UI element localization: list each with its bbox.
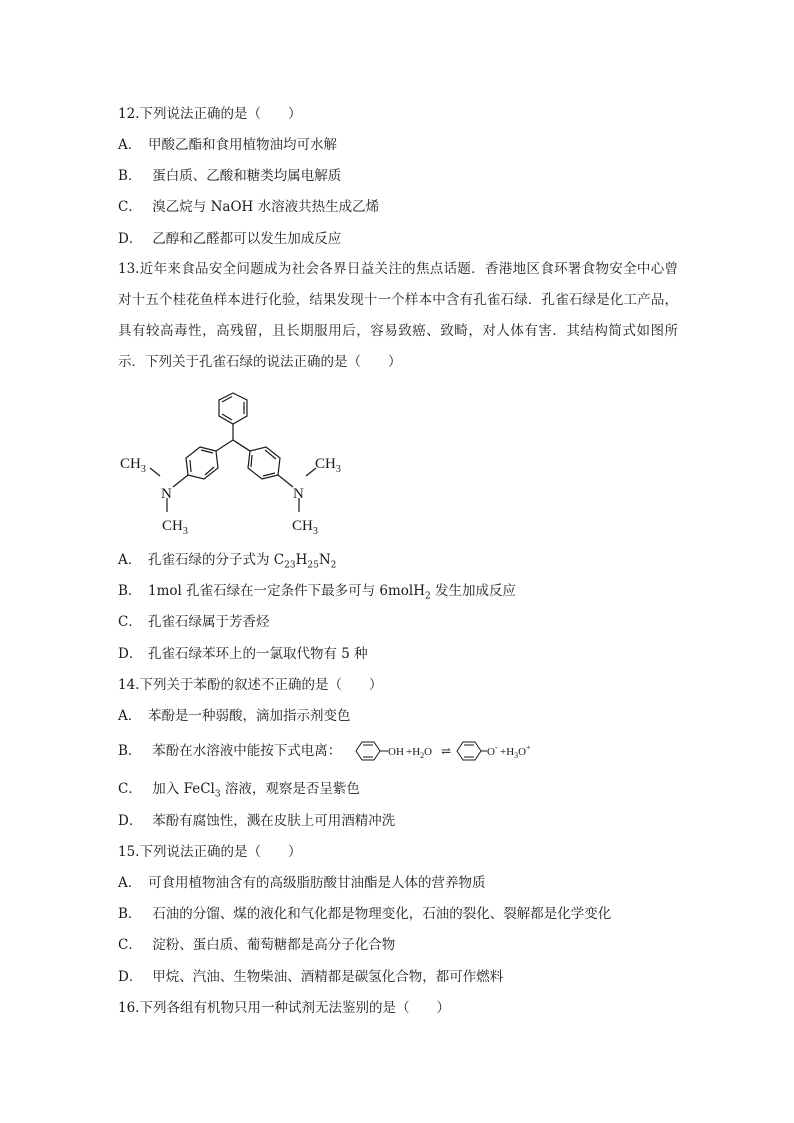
q12-option-d bbox=[118, 229, 341, 249]
q12-option-c bbox=[118, 197, 379, 217]
malachite-green-structure bbox=[110, 380, 360, 540]
option-text: 溴乙烷与 NaOH 水溶液共热生成乙烯 bbox=[148, 199, 380, 215]
equilibrium-arrow: ⇌ bbox=[441, 744, 452, 758]
q12-option-a bbox=[118, 135, 337, 155]
option-text: 1mol 孔雀石绿在一定条件下最多可与 6molH bbox=[148, 583, 426, 599]
q13-option-c bbox=[118, 612, 270, 632]
option-text: 可食用植物油含有的高级脂肪酸甘油酯是人体的营养物质 bbox=[148, 875, 486, 891]
option-text-tail: 溶液，观察是否呈紫色 bbox=[220, 781, 360, 797]
q14-stem: 14.下列关于苯酚的叙述不正确的是（ ） bbox=[118, 677, 383, 693]
plus-water: $+H_2O$ bbox=[406, 746, 433, 760]
option-text: 蛋白质、乙酸和糖类均属电解质 bbox=[148, 168, 342, 184]
option-letter: A． bbox=[118, 552, 142, 568]
right-methyl-bottom: $CH_3$ bbox=[292, 518, 318, 537]
subscript: 25 bbox=[307, 560, 319, 571]
q13-option-d bbox=[118, 644, 368, 664]
subscript: 23 bbox=[284, 560, 296, 571]
option-text: 苯酚在水溶液中能按下式电离： bbox=[148, 743, 342, 759]
left-methyl-bottom: $CH_3$ bbox=[162, 518, 188, 537]
formula-part: N bbox=[318, 552, 331, 568]
subscript: 3 bbox=[214, 789, 221, 800]
q15-option-d bbox=[118, 967, 503, 987]
q14-option-c bbox=[118, 779, 360, 799]
subscript: 2 bbox=[425, 591, 431, 602]
q13-option-a bbox=[118, 550, 336, 570]
top-benzene-ring bbox=[219, 393, 247, 424]
option-text: 乙醇和乙醛都可以发生加成反应 bbox=[148, 231, 342, 247]
option-letter: A． bbox=[118, 875, 142, 891]
option-letter: D． bbox=[118, 231, 143, 247]
hydronium: $+H_3O^+$ bbox=[500, 743, 531, 760]
left-methyl-top: $CH_3$ bbox=[120, 456, 146, 475]
option-text: 加入 FeCl bbox=[148, 781, 215, 797]
right-nitrogen: N bbox=[293, 486, 304, 502]
option-letter: C． bbox=[118, 199, 142, 215]
option-letter: B． bbox=[118, 583, 142, 599]
q15-stem: 15.下列说法正确的是（ ） bbox=[118, 844, 302, 860]
q15-option-b bbox=[118, 904, 611, 924]
option-text: 淀粉、蛋白质、葡萄糖都是高分子化合物 bbox=[148, 937, 396, 953]
formula-part: H bbox=[295, 552, 308, 568]
hydroxyl-group: OH bbox=[388, 746, 404, 758]
option-letter: D． bbox=[118, 646, 143, 662]
phenoxide-oxygen: O- bbox=[487, 743, 498, 758]
option-letter: A． bbox=[118, 708, 142, 724]
q13-stem: 13.近年来食品安全问题成为社会各界日益关注的焦点话题．香港地区食环署食物安全中心曾对十五个桂花鱼样本进行化验，结果发现十一个样本中含有孔雀石绿．孔雀石绿是化工产品，具有较高毒性，高残留，且长期服用后，容易致癌、致畸，对人体有害．其结构简式如图所示．下列关于孔雀石绿的说法正确的是（ ） bbox=[118, 261, 678, 370]
option-letter: C． bbox=[118, 781, 142, 797]
q14-option-d bbox=[118, 811, 395, 831]
q12-stem: 12.下列说法正确的是（ ） bbox=[118, 106, 302, 122]
subscript: 2 bbox=[330, 560, 337, 571]
option-letter: C． bbox=[118, 937, 142, 953]
option-text-tail: 发生加成反应 bbox=[430, 583, 517, 599]
left-nitrogen: N bbox=[161, 486, 172, 502]
option-text: 苯酚有腐蚀性，溅在皮肤上可用酒精冲洗 bbox=[148, 813, 396, 829]
option-text: 甲酸乙酯和食用植物油均可水解 bbox=[148, 137, 337, 153]
q14-option-a bbox=[118, 706, 351, 726]
option-letter: B． bbox=[118, 906, 142, 922]
option-text: 孔雀石绿属于芳香烃 bbox=[148, 614, 270, 630]
right-benzene-ring bbox=[248, 447, 280, 479]
option-text: 甲烷、汽油、生物柴油、酒精都是碳氢化合物，都可作燃料 bbox=[148, 969, 504, 985]
option-letter: B． bbox=[118, 743, 142, 759]
q13-option-b bbox=[118, 581, 516, 601]
option-letter: D． bbox=[118, 969, 143, 985]
q12-option-b bbox=[118, 166, 341, 186]
q14-option-b bbox=[118, 741, 341, 761]
option-text: 石油的分馏、煤的液化和气化都是物理变化，石油的裂化、裂解都是化学变化 bbox=[148, 906, 612, 922]
option-text: 苯酚是一种弱酸，滴加指示剂变色 bbox=[148, 708, 351, 724]
option-letter: C． bbox=[118, 614, 142, 630]
option-letter: D． bbox=[118, 813, 143, 829]
q16-stem: 16.下列各组有机物只用一种试剂无法鉴别的是（ ） bbox=[118, 1000, 450, 1016]
q15-option-c bbox=[118, 935, 395, 955]
q15-option-a bbox=[118, 873, 486, 893]
option-text: 孔雀石绿苯环上的一氯取代物有 5 种 bbox=[148, 646, 368, 662]
option-text: 孔雀石绿的分子式为 C bbox=[148, 552, 285, 568]
phenol-ionization-equation bbox=[352, 737, 552, 765]
right-methyl-top: $CH_3$ bbox=[315, 456, 341, 475]
option-letter: B． bbox=[118, 168, 142, 184]
option-letter: A． bbox=[118, 137, 142, 153]
